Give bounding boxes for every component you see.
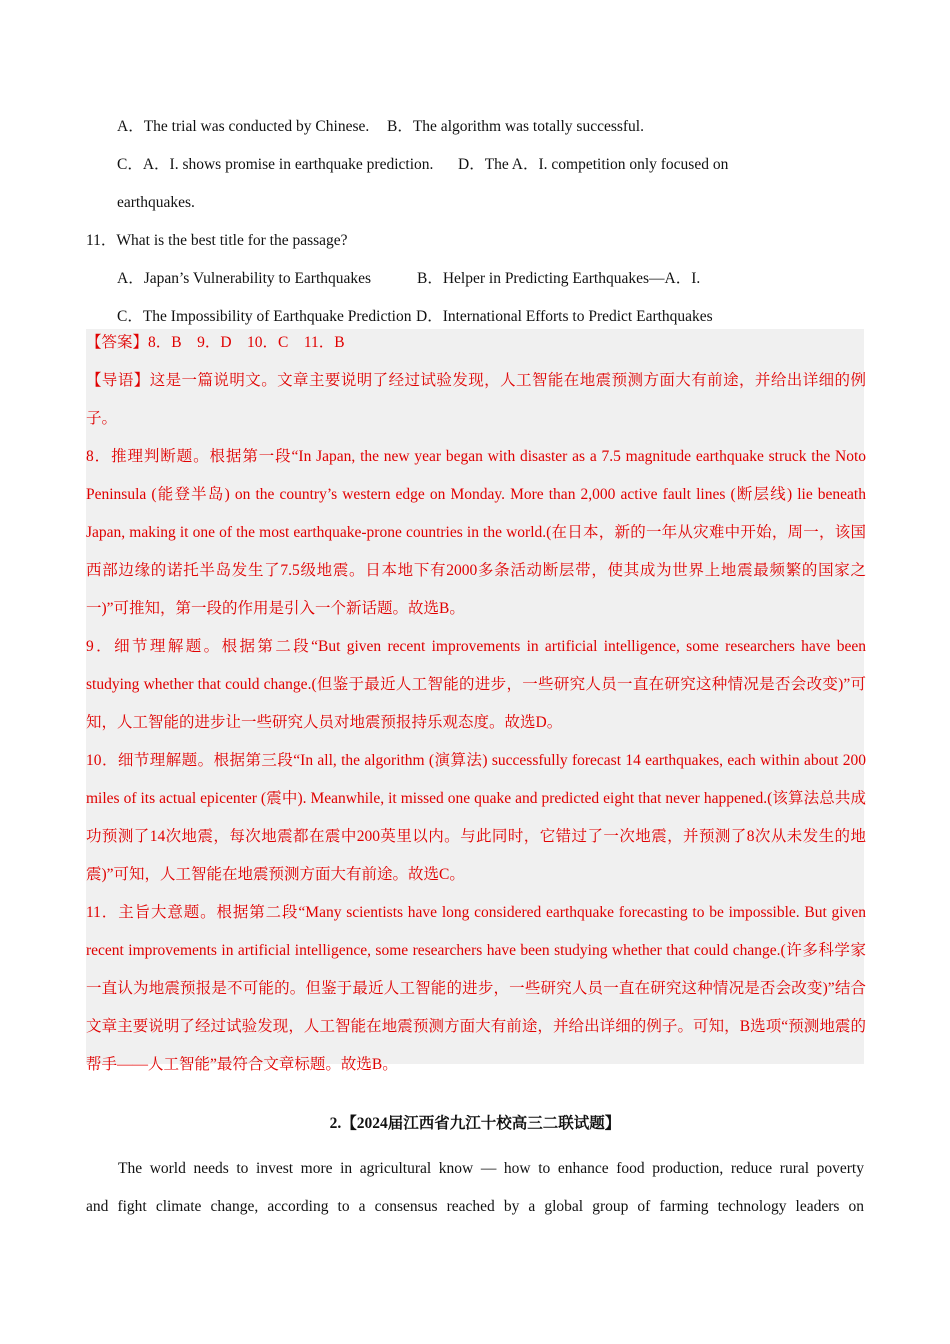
q11-options-row1 <box>86 260 864 298</box>
answer-intro: 【导语】这是一篇说明文。文章主要说明了经过试验发现，人工智能在地震预测方面大有前途，并给出详细的例子。 <box>86 372 866 427</box>
q10-option-d[interactable]: D．The A．I. competition only focused on <box>458 156 729 173</box>
q11-stem: 11．What is the best title for the passage? <box>86 232 348 249</box>
q11-option-d[interactable]: D．International Efforts to Predict Earthquakes <box>416 308 713 325</box>
q10-options-row2 <box>86 146 864 184</box>
answer-key: 【答案】8．B 9．D 10．C 11．B <box>86 334 345 351</box>
passage <box>86 1150 864 1226</box>
q11-option-a[interactable]: A．Japan’s Vulnerability to Earthquakes <box>117 270 372 287</box>
explanation-8: 8．推理判断题。根据第一段“In Japan, the new year began with disaster as a 7.5 magnitude earthquake struck the Noto Peninsula (能登半岛) on the country’s western edge on Monday. More than 2,000 active fault lines (断层线) lie beneath Japan, making it one of the most earthquake-prone countries in the world.(在日本，新的一年从灾难中开始，周一，该国西部边缘的诺托半岛发生了7.5级地震。日本地下有2000多条活动断层带，使其成为世界上地震最频繁的国家之一)”可推知，第一段的作用是引入一个新话题。故选B。 <box>86 448 866 617</box>
section-title: 2.【2024届江西省九江十校高三二联试题】 <box>329 1115 621 1132</box>
q10-option-c[interactable]: C．A．I. shows promise in earthquake prediction. <box>117 156 434 173</box>
q11-option-b[interactable]: B．Helper in Predicting Earthquakes—A．I. <box>417 270 701 287</box>
q10-option-a[interactable]: A．The trial was conducted by Chinese. <box>117 118 370 135</box>
explanation-10: 10．细节理解题。根据第三段“In all, the algorithm (演算法) successfully forecast 14 earthquakes, each within about 200 miles of its actual epicenter (震中). Meanwhile, it missed one quake and predicted eight that never happened.(该算法总共成功预测了14次地震，每次地震都在震中200英里以内。与此同时，它错过了一次地震，并预测了8次从未发生的地震)”可知，人工智能在地震预测方面大有前途。故选C。 <box>86 752 866 883</box>
answer-section <box>86 324 866 1084</box>
explanation-11: 11．主旨大意题。根据第二段“Many scientists have long considered earthquake forecasting to be impossible. But given recent improvements in artificial intelligence, some researchers have been studying whether that could change.(许多科学家一直认为地震预报是不可能的。但鉴于最近人工智能的进步，一些研究人员一直在研究这种情况是否会改变)”结合文章主要说明了经过试验发现，人工智能在地震预测方面大有前途，并给出详细的例子。可知，B选项“预测地震的帮手——人工智能”最符合文章标题。故选B。 <box>86 904 866 1073</box>
q10-option-d-continued: earthquakes. <box>117 194 195 211</box>
q10-options-row1 <box>86 108 864 146</box>
explanation-9: 9．细节理解题。根据第二段“But given recent improvements in artificial intelligence, some researchers have been studying whether that could change.(但鉴于最近人工智能的进步，一些研究人员一直在研究这种情况是否会改变)”可知，人工智能的进步让一些研究人员对地震预报持乐观态度。故选D。 <box>86 638 866 731</box>
passage-line-2: and fight climate change, according to a consensus reached by a global group of farming technology leaders on <box>86 1198 864 1215</box>
q11-option-c[interactable]: C．The Impossibility of Earthquake Prediction <box>117 308 412 325</box>
q10-option-b[interactable]: B．The algorithm was totally successful. <box>387 118 644 135</box>
question-block <box>86 108 864 336</box>
passage-line-1: The world needs to invest more in agricultural know — how to enhance food production, reduce rural poverty <box>118 1160 864 1177</box>
